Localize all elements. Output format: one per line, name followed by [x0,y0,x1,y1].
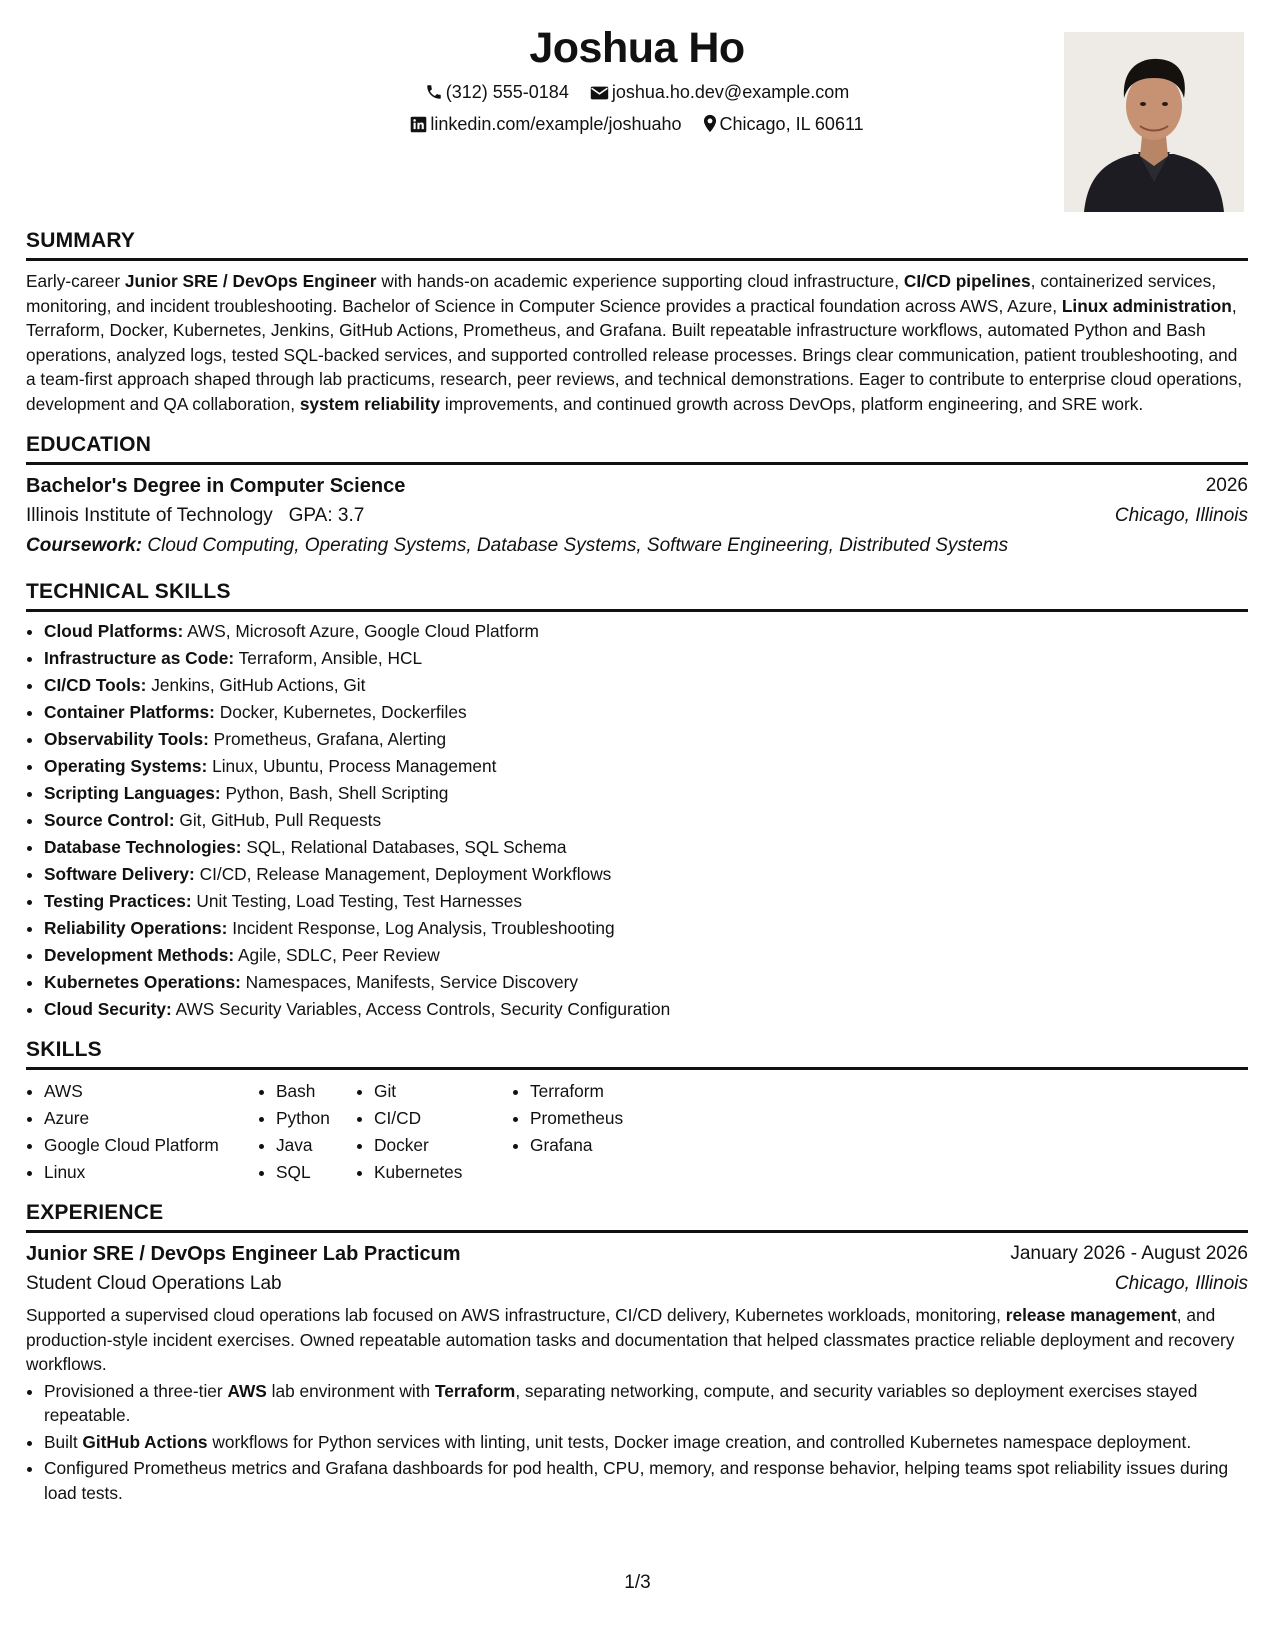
candidate-name: Joshua Ho [529,24,745,72]
skills-section [26,1037,1248,1186]
location-text: Chicago, IL 60611 [719,114,864,134]
list-item: • Google Cloud Platform [44,1132,258,1159]
list-item: • Infrastructure as Code: Terraform, Ansible, HCL [44,645,1248,672]
list-item: • Cloud Security: AWS Security Variables, Access Controls, Security Configuration [44,996,1248,1023]
list-item: • Kubernetes [374,1159,512,1186]
skills-heading: SKILLS [26,1037,1248,1070]
skills-column-1 [26,1078,258,1186]
list-item: • Grafana [530,1132,690,1159]
list-item: • Azure [44,1105,258,1132]
list-item: • Linux [44,1159,258,1186]
education-section [26,432,1248,561]
list-item: • CI/CD Tools: Jenkins, GitHub Actions, Git [44,672,1248,699]
job-title: Junior SRE / DevOps Engineer Lab Practicum [26,1243,461,1265]
list-item: • Testing Practices: Unit Testing, Load Testing, Test Harnesses [44,888,1248,915]
list-item: • CI/CD [374,1105,512,1132]
summary-section [26,228,1248,416]
list-item: • Reliability Operations: Incident Response, Log Analysis, Troubleshooting [44,915,1248,942]
list-item: • Java [276,1132,356,1159]
job-dates: January 2026 - August 2026 [1010,1243,1248,1264]
skills-columns [26,1078,1248,1186]
list-item: • Source Control: Git, GitHub, Pull Requests [44,807,1248,834]
list-item: • Database Technologies: SQL, Relational Databases, SQL Schema [44,834,1248,861]
skills-column-2 [258,1078,356,1186]
graduation-year: 2026 [1205,475,1248,496]
technical-skills-heading: TECHNICAL SKILLS [26,579,1248,612]
job-org-row [26,1269,1248,1299]
linkedin-text: linkedin.com/example/joshuaho [430,114,682,134]
summary-text: Early-career Junior SRE / DevOps Engineer with hands-on academic experience supporting cloud infrastructure, CI/CD pipelines, containerized services, monitoring, and incident troubleshooting. Bachelor of Science in Computer Science provides a practical foundation across AWS, Azure, Linux administration, Terraform, Docker, Kubernetes, Jenkins, GitHub Actions, Prometheus, and Grafana. Built repeatable infrastructure workflows, automated Python and Bash operations, analyzed logs, tested SQL-backed services, and supported controlled release processes. Brings clear communication, patient troubleshooting, and a team-first approach shaped through lab practicums, research, peer reviews, and technical demonstrations. Eager to contribute to enterprise cloud operations, development and QA collaboration, system reliability improvements, and continued growth across DevOps, platform engineering, and SRE work. [26,271,1243,414]
profile-photo [1064,32,1244,212]
location-contact [703,112,864,136]
job-title-row [26,1239,1248,1269]
list-item: • Bash [276,1078,356,1105]
list-item: • Built GitHub Actions workflows for Python services with linting, unit tests, Docker image creation, and controlled Kubernetes namespace deployment. [44,1430,1248,1455]
linkedin-icon [410,116,427,133]
profile-photo-illustration [1064,32,1244,212]
coursework [26,531,1248,561]
education-title-row [26,471,1248,501]
list-item: • Prometheus [530,1105,690,1132]
list-item: • Container Platforms: Docker, Kubernetes, Dockerfiles [44,699,1248,726]
degree-title: Bachelor's Degree in Computer Science [26,475,406,497]
list-item: • Scripting Languages: Python, Bash, Shell Scripting [44,780,1248,807]
email-contact[interactable] [590,80,849,104]
education-school-row [26,501,1248,531]
list-item: • SQL [276,1159,356,1186]
job-location: Chicago, Illinois [1114,1273,1248,1294]
page-number: 1/3 [624,1572,651,1593]
list-item: • Operating Systems: Linux, Ubuntu, Process Management [44,753,1248,780]
phone-contact [425,80,569,104]
skills-column-3 [356,1078,512,1186]
technical-skills-list [26,618,1248,1023]
list-item: • Provisioned a three-tier AWS lab environment with Terraform, separating networking, compute, and security variables so deployment exercises stayed repeatable. [44,1379,1248,1428]
summary-heading: SUMMARY [26,228,1248,261]
envelope-icon [590,85,609,101]
technical-skills-section [26,579,1248,1023]
list-item: • AWS [44,1078,258,1105]
list-item: • Terraform [530,1078,690,1105]
school-name: Illinois Institute of Technology [26,505,273,526]
education-location: Chicago, Illinois [1114,505,1248,526]
job-organization: Student Cloud Operations Lab [26,1273,282,1294]
list-item: • Python [276,1105,356,1132]
list-item: • Observability Tools: Prometheus, Grafana, Alerting [44,726,1248,753]
coursework-label: Coursework: [26,535,143,556]
gpa: GPA: 3.7 [288,505,365,526]
list-item: • Configured Prometheus metrics and Grafana dashboards for pod health, CPU, memory, and response behavior, helping teams spot reliability issues during load tests. [44,1456,1248,1505]
job-intro: Supported a supervised cloud operations lab focused on AWS infrastructure, CI/CD delivery, Kubernetes workloads, monitoring, release management, and production-style incident exercises. Owned repeatable automation tasks and documentation that helped classmates practice reliable deployment and recovery workflows. [26,1305,1235,1374]
coursework-list: Cloud Computing, Operating Systems, Database Systems, Software Engineering, Distributed Systems [147,535,1009,556]
email-text: joshua.ho.dev@example.com [611,82,850,102]
phone-text: (312) 555-0184 [445,82,569,102]
list-item: • Development Methods: Agile, SDLC, Peer Review [44,942,1248,969]
experience-section [26,1200,1248,1505]
list-item: • Software Delivery: CI/CD, Release Management, Deployment Workflows [44,861,1248,888]
list-item: • Cloud Platforms: AWS, Microsoft Azure, Google Cloud Platform [44,618,1248,645]
list-item: • Git [374,1078,512,1105]
list-item: • Docker [374,1132,512,1159]
phone-icon [425,83,443,101]
list-item: • Kubernetes Operations: Namespaces, Manifests, Service Discovery [44,969,1248,996]
job-bullets [26,1379,1248,1506]
education-heading: EDUCATION [26,432,1248,465]
experience-heading: EXPERIENCE [26,1200,1248,1233]
job-entry [26,1239,1248,1505]
linkedin-contact[interactable] [410,112,681,136]
map-pin-icon [703,114,717,133]
resume-page [26,0,1248,1650]
resume-header [26,0,1248,228]
skills-column-4 [512,1078,690,1186]
